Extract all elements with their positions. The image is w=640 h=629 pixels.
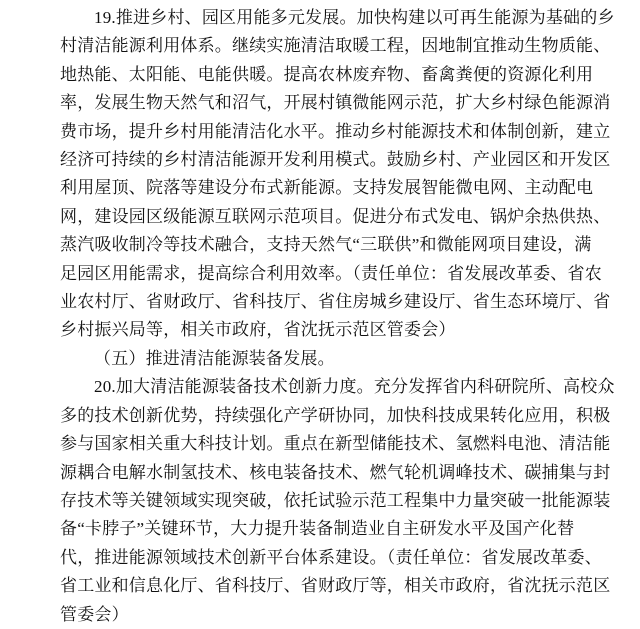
text-line: 村清洁能源利用体系。继续实施清洁取暖工程，因地制宜推动生物质能、: [60, 36, 611, 56]
text-line: 参与国家相关重大科技计划。重点在新型储能技术、氢燃料电池、清洁能: [60, 434, 611, 454]
text-line: 存技术等关键领域实现突破，依托试验示范工程集中力量突破一批能源装: [60, 490, 611, 510]
text-line: 19.推进乡村、园区用能多元发展。加快构建以可再生能源为基础的乡: [94, 8, 615, 27]
text-line: 网，建设园区级能源互联网示范项目。促进分布式发电、锅炉余热供热、: [60, 206, 611, 226]
text-line: 管委会）: [60, 604, 129, 624]
text-line: 备“卡脖子”关键环节，大力提升装备制造业自主研发水平及国产化替: [60, 519, 575, 539]
section-heading: （五）推进清洁能源装备发展。: [94, 348, 335, 368]
text-line: 省工业和信息化厅、省科技厅、省财政厅等，相关市政府，省沈抚示范区: [60, 576, 611, 596]
text-line: 经济可持续的乡村清洁能源开发利用模式。鼓励乡村、产业园区和开发区: [60, 150, 611, 170]
text-line: 多的技术创新优势，持续强化产学研协同，加快科技成果转化应用，积极: [60, 405, 611, 425]
text-line: 利用屋顶、院落等建设分布式新能源。支持发展智能微电网、主动配电: [60, 178, 594, 198]
text-line: 业农村厅、省财政厅、省科技厅、省住房城乡建设厅、省生态环境厅、省: [60, 292, 611, 312]
text-line: 率，发展生物天然气和沼气，开展村镇微能网示范，扩大乡村绿色能源消: [60, 93, 611, 113]
text-line: 费市场，提升乡村用能清洁化水平。推动乡村能源技术和体制创新，建立: [60, 121, 611, 141]
text-line: 代，推进能源领域技术创新平台体系建设。（责任单位：省发展改革委、: [60, 547, 602, 567]
text-line: 20.加大清洁能源装备技术创新力度。充分发挥省内科研院所、高校众: [94, 377, 615, 397]
text-line: 源耦合电解水制氢技术、核电装备技术、燃气轮机调峰技术、碳捕集与封: [60, 462, 611, 482]
text-line: 足园区用能需求，提高综合利用效率。（责任单位：省发展改革委、省农: [60, 263, 602, 283]
text-line: 地热能、太阳能、电能供暖。提高农林废弃物、畜禽粪便的资源化利用: [60, 64, 594, 84]
text-line: 蒸汽吸收制冷等技术融合，支持天然气“三联供”和微能网项目建设，满: [60, 235, 592, 255]
text-line: 乡村振兴局等，相关市政府，省沈抚示范区管委会）: [60, 320, 456, 340]
